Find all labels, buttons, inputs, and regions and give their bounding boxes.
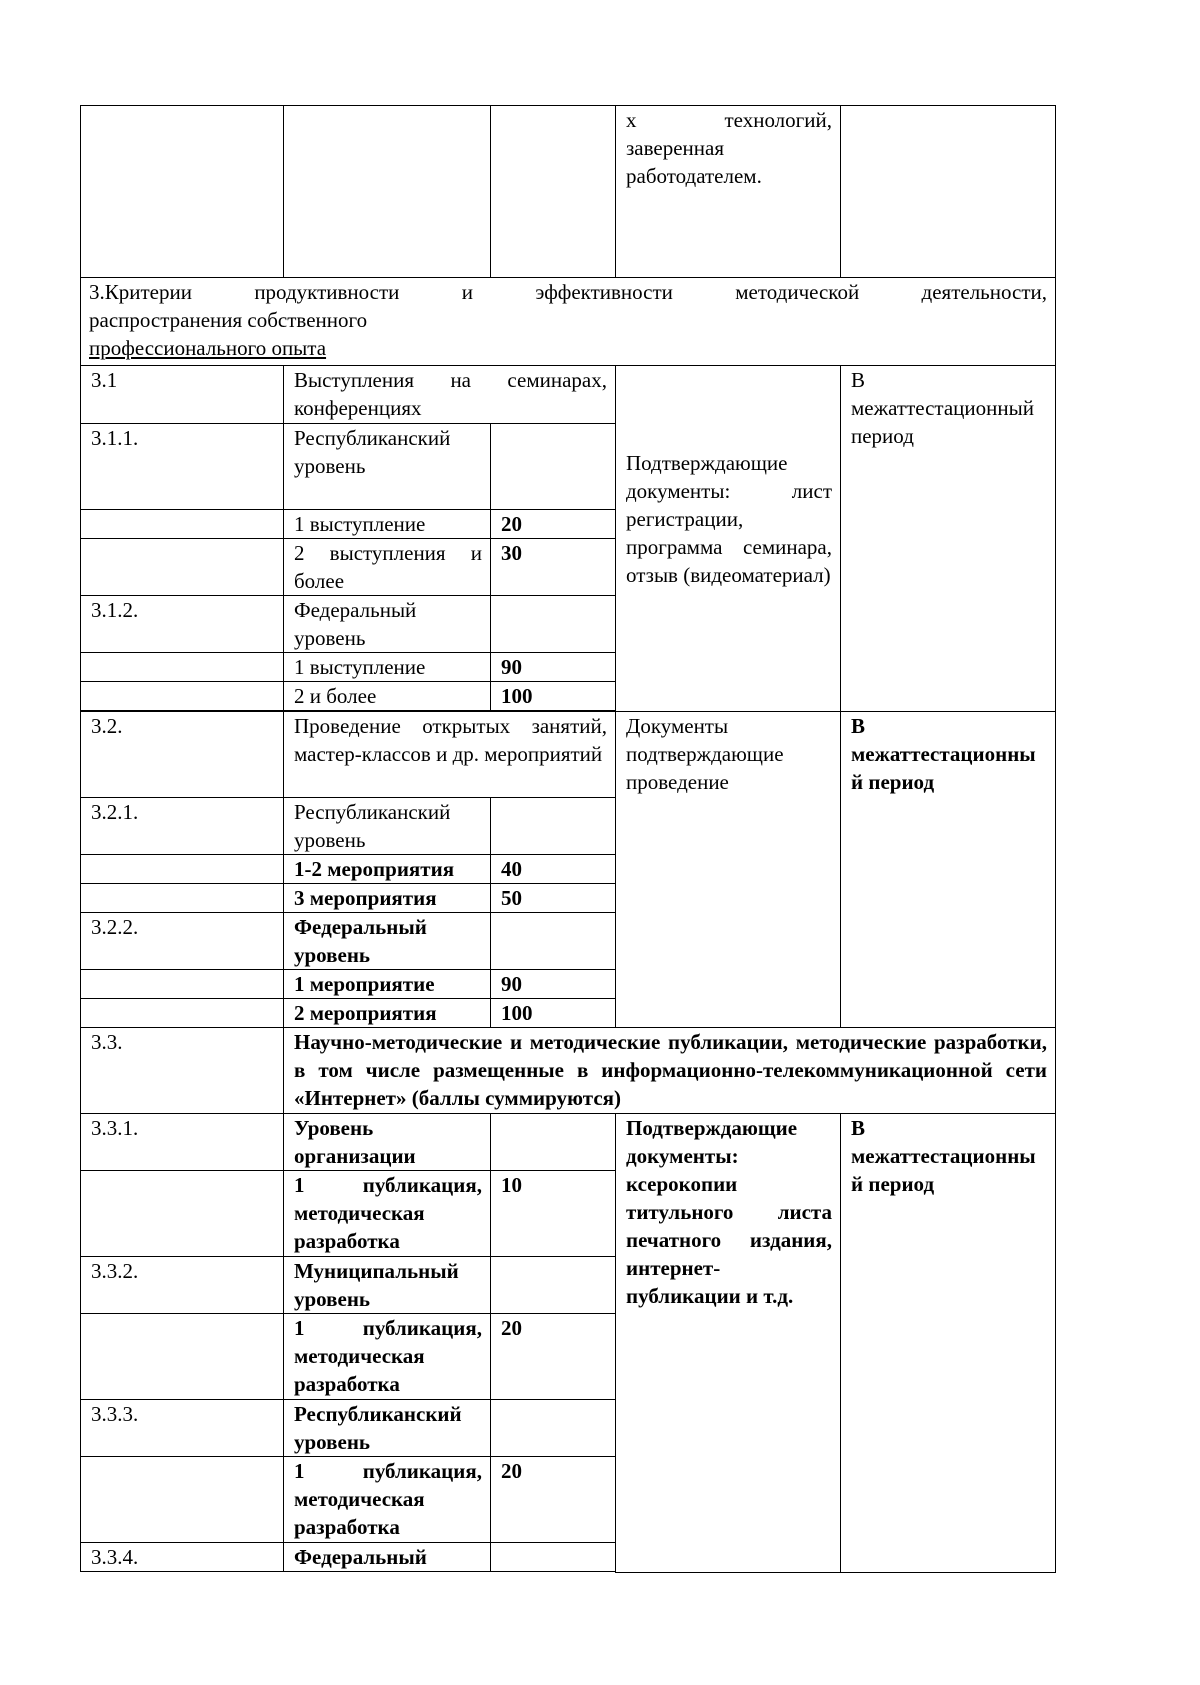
item-number: 3.3.4.	[81, 1543, 284, 1572]
score-cell	[491, 1114, 616, 1171]
score-cell	[491, 1400, 616, 1457]
period-cell: В межаттестационный период	[841, 712, 1056, 1028]
table-cell	[81, 1314, 284, 1400]
spacer-cell	[81, 1572, 616, 1573]
item-label: Федеральный уровень	[284, 913, 491, 970]
item-number: 3.1	[81, 366, 284, 424]
table-cell	[81, 884, 284, 913]
table-cell	[284, 106, 491, 278]
item-label: Республиканский уровень	[284, 1400, 491, 1457]
item-label: 2 выступления и более	[284, 539, 491, 596]
item-number: 3.1.2.	[81, 596, 284, 653]
table-cell	[81, 1171, 284, 1257]
score-cell	[491, 1257, 616, 1314]
table-row	[81, 106, 1056, 278]
section-heading	[81, 278, 1056, 366]
section-heading-line: профессионального опыта	[89, 336, 327, 360]
item-label: 2 и более	[284, 682, 491, 711]
table-cell	[81, 999, 284, 1028]
item-label: 1-2 мероприятия	[284, 855, 491, 884]
section-heading-line: 3.Критерии продуктивности и эффективности методической деятельности,	[89, 280, 1047, 304]
score-cell	[491, 1543, 616, 1572]
table-cell	[81, 539, 284, 596]
item-label: Уровень организации	[284, 1114, 491, 1171]
score-cell: 40	[491, 855, 616, 884]
item-label: 3 мероприятия	[284, 884, 491, 913]
item-label: Республиканский уровень	[284, 424, 491, 510]
item-number: 3.3.3.	[81, 1400, 284, 1457]
table-row	[81, 366, 1056, 424]
table-row	[81, 1028, 1056, 1114]
score-cell: 50	[491, 884, 616, 913]
documents-cell: Подтверждающие документы: лист регистрации, программа семинара, отзыв (видеоматериал)	[616, 366, 841, 712]
table-cell	[81, 106, 284, 278]
score-cell: 100	[491, 682, 616, 711]
item-number: 3.3.1.	[81, 1114, 284, 1171]
item-number: 3.2.1.	[81, 798, 284, 855]
table-cell	[81, 855, 284, 884]
section-heading-line: распространения собственного	[89, 308, 368, 332]
table-row	[81, 1114, 1056, 1171]
item-label: Муниципальный уровень	[284, 1257, 491, 1314]
item-label: 1 публикация, методическая разработка	[284, 1314, 491, 1400]
item-number: 3.1.1.	[81, 424, 284, 510]
table-cell	[81, 682, 284, 711]
score-cell: 20	[491, 1457, 616, 1543]
score-cell	[491, 798, 616, 855]
table-cell	[81, 510, 284, 539]
documents-cell: Подтверждающие документы: ксерокопии титульного листа печатного издания, интернет-публикации и т.д.	[616, 1114, 841, 1573]
item-number: 3.3.2.	[81, 1257, 284, 1314]
table-row	[81, 712, 1056, 798]
table-cell	[491, 106, 616, 278]
documents-cell: х технологий, заверенная работодателем.	[616, 106, 841, 278]
item-label: Федеральный уровень	[284, 596, 491, 653]
item-number: 3.2.	[81, 712, 284, 798]
table-cell	[81, 1457, 284, 1543]
score-cell: 90	[491, 653, 616, 682]
table-cell	[841, 106, 1056, 278]
score-cell: 10	[491, 1171, 616, 1257]
item-label: 1 публикация, методическая разработка	[284, 1171, 491, 1257]
item-label: Федеральный	[284, 1543, 491, 1572]
criteria-table	[80, 105, 1056, 1573]
score-cell: 100	[491, 999, 616, 1028]
score-cell	[491, 596, 616, 653]
score-cell	[491, 913, 616, 970]
item-title: Проведение открытых занятий, мастер-классов и др. мероприятий	[284, 712, 616, 798]
section-heading-row	[81, 278, 1056, 366]
table-cell	[81, 970, 284, 999]
item-label: 1 мероприятие	[284, 970, 491, 999]
item-number: 3.3.	[81, 1028, 284, 1114]
item-title: Научно-методические и методические публикации, методические разработки, в том числе размещенные в информационно-телекоммуникационной сети «Интернет» (баллы суммируются)	[284, 1028, 1056, 1114]
item-label: 1 публикация, методическая разработка	[284, 1457, 491, 1543]
item-number: 3.2.2.	[81, 913, 284, 970]
item-title: Выступления на семинарах, конференциях	[284, 366, 616, 424]
documents-cell: Документы подтверждающие проведение	[616, 712, 841, 1028]
score-cell: 20	[491, 1314, 616, 1400]
score-cell: 90	[491, 970, 616, 999]
item-label: 1 выступление	[284, 653, 491, 682]
table-cell	[81, 653, 284, 682]
period-cell: В межаттестационный период	[841, 1114, 1056, 1573]
score-cell: 30	[491, 539, 616, 596]
period-cell: В межаттестационный период	[841, 366, 1056, 712]
item-label: 1 выступление	[284, 510, 491, 539]
item-label: Республиканский уровень	[284, 798, 491, 855]
score-cell	[491, 424, 616, 510]
item-label: 2 мероприятия	[284, 999, 491, 1028]
score-cell: 20	[491, 510, 616, 539]
